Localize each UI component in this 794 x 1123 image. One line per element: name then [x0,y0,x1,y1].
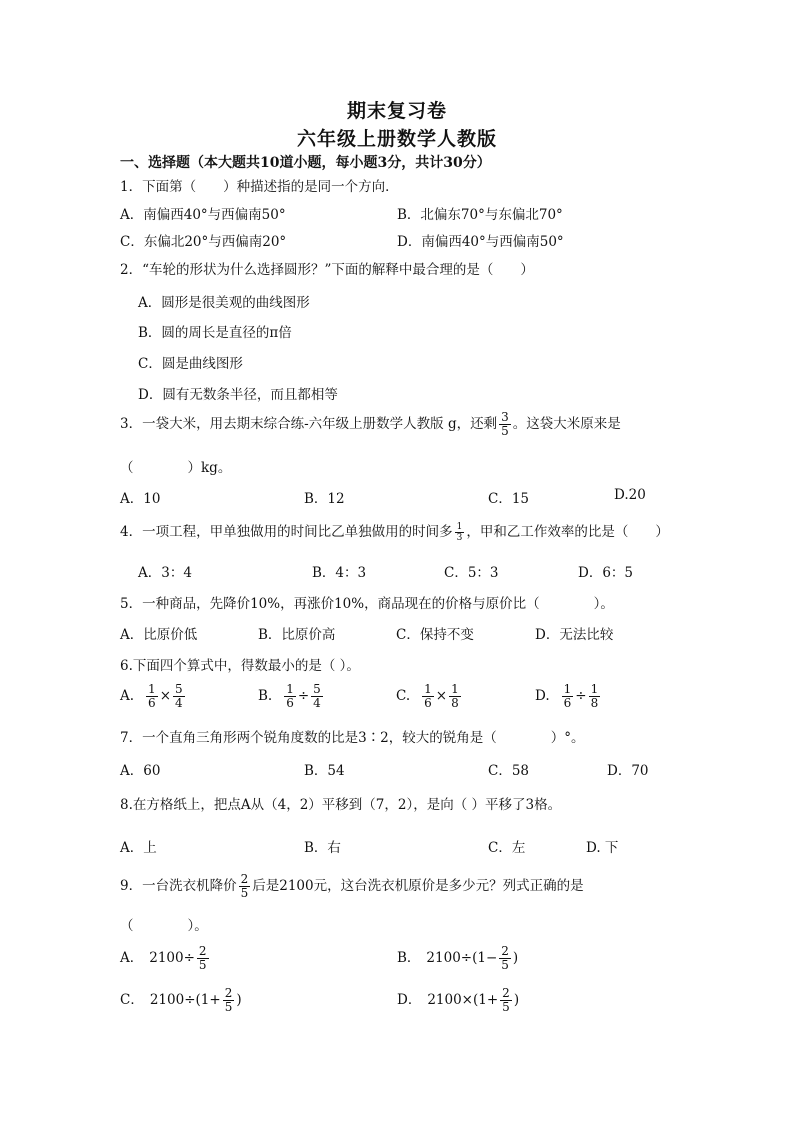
q5-option-a[interactable]: A．比原价低 [120,627,198,643]
q4-option-d[interactable]: D．6：5 [578,565,634,581]
q9-option-d[interactable]: D． 2100×(1+ $\frac{2}{5}$ ) [397,986,520,1014]
q3-option-c[interactable]: C．15 [488,491,530,507]
q8-option-d[interactable]: D. 下 [586,840,619,856]
q8-option-c[interactable]: C．左 [488,840,526,856]
question-3: 3．一袋大米，用去期末综合练-六年级上册数学人教版 g，还剩 $\frac{3}{5}$ 。这袋大米原来是 [120,410,621,438]
page-subtitle: 六年级上册数学人教版 [296,128,497,150]
question-2: 2．“车轮的形状为什么选择圆形？”下面的解释中最合理的是（ ） [120,262,534,278]
q3-option-b[interactable]: B．12 [304,491,345,507]
q6-option-c[interactable]: C. $\frac{1}{6}$ × $\frac{1}{8}$ [396,682,459,710]
q7-option-b[interactable]: B．54 [304,763,345,779]
q5-option-c[interactable]: C．保持不变 [396,627,474,643]
q8-option-a[interactable]: A．上 [120,840,157,856]
q5-option-d[interactable]: D．无法比较 [535,627,614,643]
q1-option-c[interactable]: C．东偏北20°与西偏南20° [120,234,287,250]
q7-option-c[interactable]: C．58 [488,763,530,779]
section-heading: 一、选择题（本大题共10道小题，每小题3分，共计30分） [120,155,491,171]
question-9: 9．一台洗衣机降价 $\frac{2}{5}$ 后是2100元，这台洗衣机原价是多少元？列式正确的是 [120,872,584,900]
q1-option-a[interactable]: A．南偏西40°与西偏南50° [120,207,286,223]
q9-option-a[interactable]: A． 2100÷ $\frac{2}{5}$ [120,944,207,972]
q2-option-b[interactable]: B．圆的周长是直径的π倍 [138,325,292,341]
q8-option-b[interactable]: B．右 [304,840,341,856]
q4-option-c[interactable]: C．5：3 [444,565,499,581]
q1-option-b[interactable]: B．北偏东70°与东偏北70° [397,207,563,223]
question-8: 8.在方格纸上，把点A从（4，2）平移到（7，2），是向（ ）平移了3格。 [120,797,562,813]
q4-option-b[interactable]: B．4：3 [312,565,367,581]
q1-option-d[interactable]: D．南偏西40°与西偏南50° [397,234,564,250]
q9-fraction: $\frac{2}{5}$ [240,872,249,900]
q4-option-a[interactable]: A．3：4 [138,565,192,581]
question-7: 7．一个直角三角形两个锐角度数的比是3∶2，较大的锐角是（ ）°。 [120,730,585,746]
q4-fraction: $\frac{1}{3}$ [456,522,463,543]
q2-option-c[interactable]: C．圆是曲线图形 [138,356,243,372]
question-1: 1．下面第（ ）种描述指的是同一个方向． [120,179,399,195]
q9-option-c[interactable]: C． 2100÷(1+ $\frac{2}{5}$ ) [120,986,242,1014]
q7-option-a[interactable]: A．60 [120,763,161,779]
q3-fraction: $\frac{3}{5}$ [501,410,509,438]
q7-option-d[interactable]: D．70 [607,763,649,779]
question-3-line2: （ ）kg。 [120,460,232,476]
question-5: 5．一种商品，先降价10%，再涨价10%，商品现在的价格与原价比（ ）。 [120,596,614,612]
q3-option-d[interactable]: D.20 [614,487,646,503]
q6-option-b[interactable]: B. $\frac{1}{6}$ ÷ $\frac{5}{4}$ [258,682,321,710]
question-6: 6.下面四个算式中，得数最小的是（ ）。 [120,658,360,674]
q3-option-a[interactable]: A．10 [120,491,161,507]
question-9-line2: （ ）。 [120,918,208,934]
q5-option-b[interactable]: B．比原价高 [258,627,336,643]
q6-option-a[interactable]: A. $\frac{1}{6}$ × $\frac{5}{4}$ [120,682,183,710]
question-4: 4．一项工程，甲单独做用的时间比乙单独做用的时间多 $\frac{1}{3}$ ，甲和乙工作效率的比是（ ） [120,522,669,543]
q2-option-d[interactable]: D．圆有无数条半径，而且都相等 [138,387,338,403]
q9-option-b[interactable]: B． 2100÷(1− $\frac{2}{5}$ ) [397,944,519,972]
q6-option-d[interactable]: D. $\frac{1}{6}$ ÷ $\frac{1}{8}$ [535,682,599,710]
q2-option-a[interactable]: A．圆形是很美观的曲线图形 [138,295,310,311]
page-title: 期末复习卷 [346,100,447,122]
